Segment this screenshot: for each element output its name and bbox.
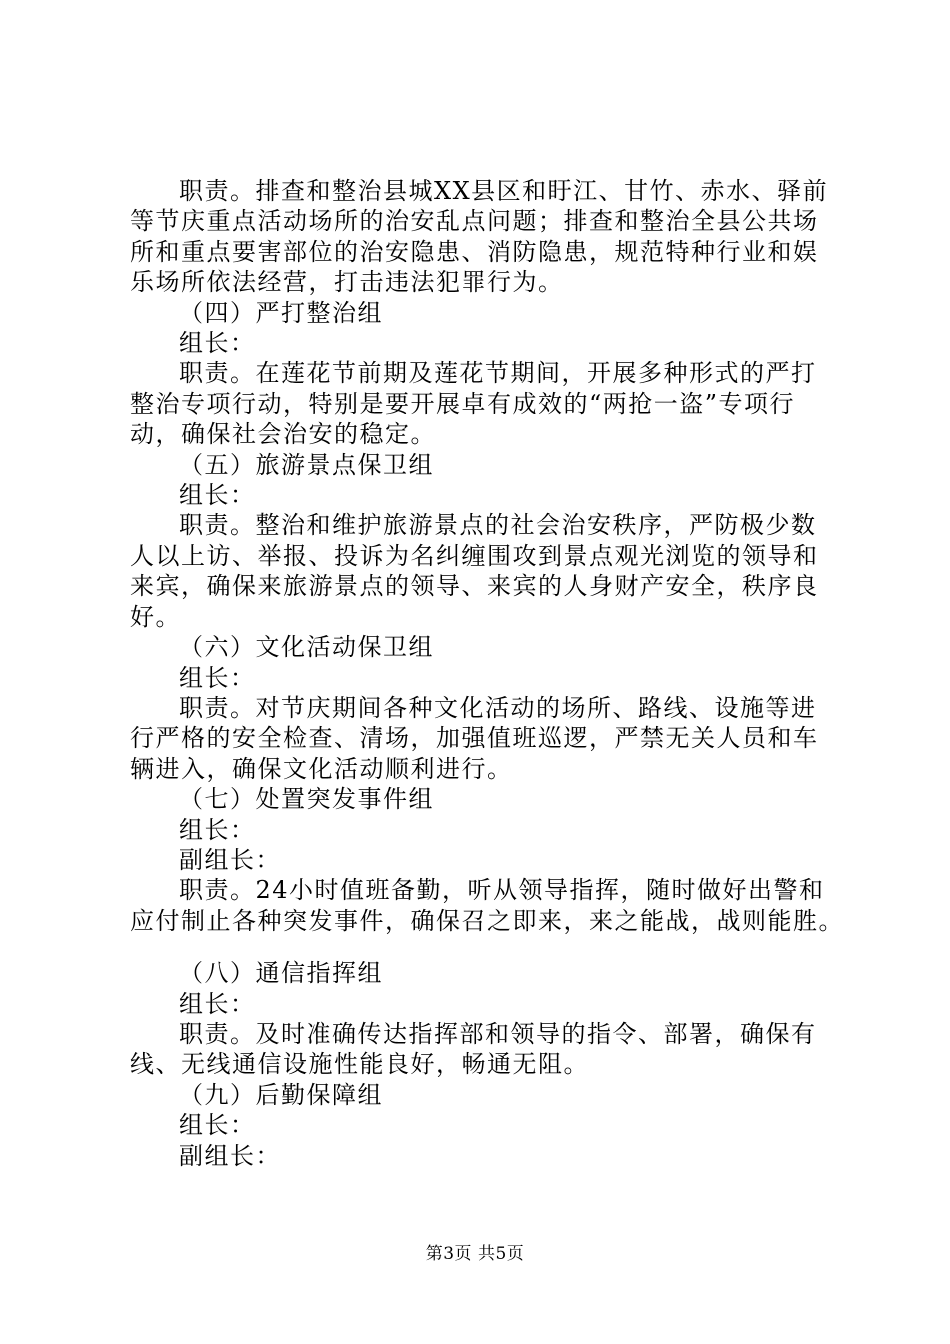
paragraph-line: 乐场所依法经营，打击违法犯罪行为。 [130,268,564,297]
leader-label: 组长： [179,663,256,692]
leader-label: 组长： [179,329,256,358]
deputy-leader-label: 副组长： [179,845,281,874]
section-heading: （九）后勤保障组 [179,1080,383,1109]
paragraph-line: 线、无线通信设施性能良好，畅通无阻。 [130,1050,589,1079]
section-heading: （五）旅游景点保卫组 [179,450,434,479]
section-heading: （八）通信指挥组 [179,959,383,988]
section-heading: （六）文化活动保卫组 [179,633,434,662]
leader-label: 组长： [179,989,256,1018]
paragraph-gap [130,936,830,958]
paragraph-line: 人以上访、举报、投诉为名纠缠围攻到景点观光浏览的领导和 [130,541,819,570]
paragraph-line: 所和重点要害部位的治安隐患、消防隐患，规范特种行业和娱 [130,237,819,266]
deputy-leader-label: 副组长： [179,1141,281,1170]
paragraph-line: 职责。24小时值班备勤，听从领导指挥，随时做好出警和 [179,876,825,905]
paragraph-line: 职责。在莲花节前期及莲花节期间，开展多种形式的严打 [179,359,817,388]
page-number-footer: 第3页 共5页 [425,1244,525,1264]
paragraph-line: 职责。排查和整治县城XX县区和盱江、甘竹、赤水、驿前 [179,177,829,205]
leader-label: 组长： [179,481,256,510]
section-heading: （七）处置突发事件组 [179,785,434,814]
paragraph-line: 辆进入，确保文化活动顺利进行。 [130,754,513,783]
paragraph-line: 来宾，确保来旅游景点的领导、来宾的人身财产安全，秩序良 [130,572,819,601]
leader-label: 组长： [179,1111,256,1140]
paragraph-line: 应付制止各种突发事件，确保召之即来，来之能战，战则能胜。 [130,906,844,935]
paragraph-line: 职责。整治和维护旅游景点的社会治安秩序，严防极少数 [179,511,817,540]
paragraph-line: 好。 [130,602,181,631]
leader-label: 组长： [179,815,256,844]
paragraph-line: 职责。及时准确传达指挥部和领导的指令、部署，确保有 [179,1019,817,1048]
document-body [130,176,844,1171]
paragraph-line: 行严格的安全检查、清场，加强值班巡逻，严禁无关人员和车 [130,724,819,753]
paragraph-line: 等节庆重点活动场所的治安乱点问题；排查和整治全县公共场 [130,207,819,236]
paragraph-line: 整治专项行动，特别是要开展卓有成效的“两抢一盗”专项行 [130,389,796,418]
paragraph-line: 动，确保社会治安的稳定。 [130,420,436,449]
section-heading: （四）严打整治组 [179,298,383,327]
paragraph-line: 职责。对节庆期间各种文化活动的场所、路线、设施等进 [179,693,817,722]
